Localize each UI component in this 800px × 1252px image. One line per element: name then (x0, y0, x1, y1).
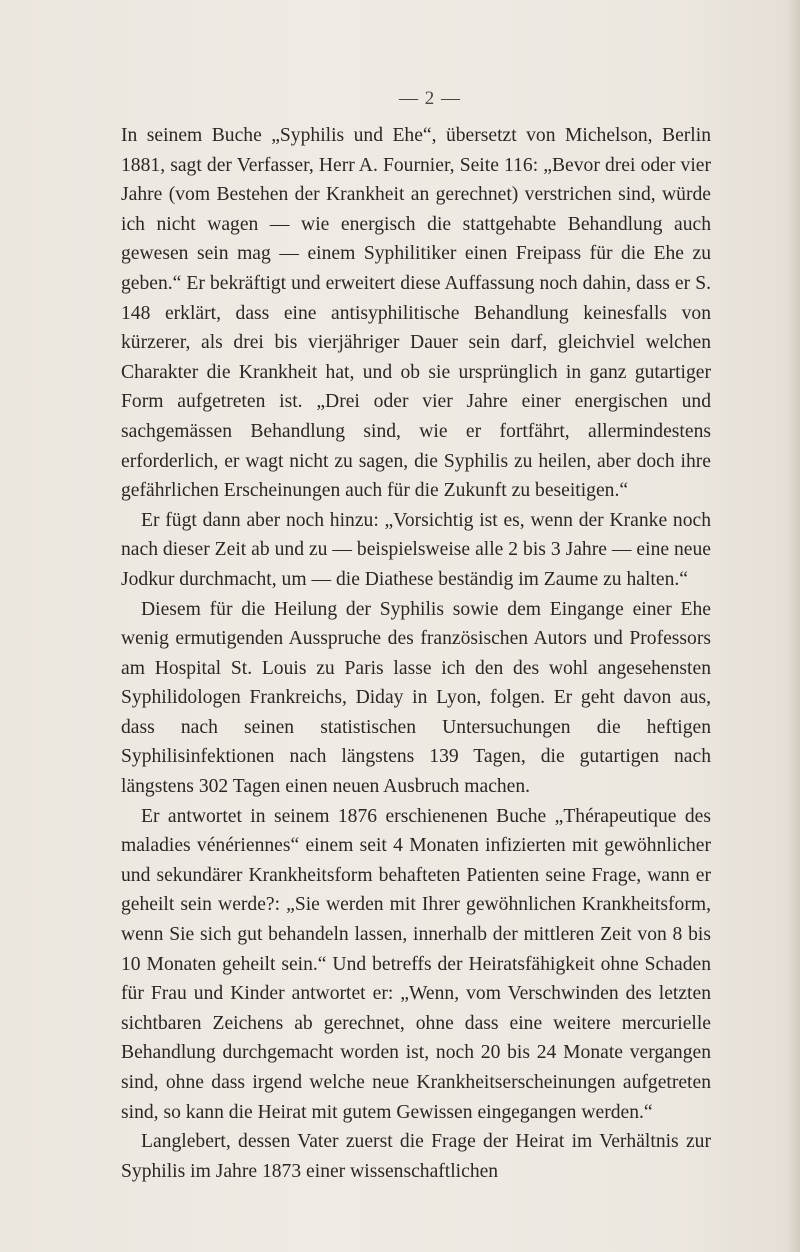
page-number: — 2 — (399, 88, 461, 109)
paragraph-therapeutique: Er antwortet in seinem 1876 erschienenen Buche „Thérapeutique des maladies vénériennes“ einem seit 4 Monaten infizierten mit gewöhnlicher und sekundärer Krankheitsform behafteten Patienten seine Frage, wann er geheilt sein werde?: „Sie werden mit Ihrer gewöhnlichen Krankheitsform, wenn Sie sich gut behandeln lassen, innerhalb der mittleren Zeit von 8 bis 10 Monaten geheilt sein.“ Und betreffs der Heiratsfähigkeit ohne Schaden für Frau und Kinder antwortet er: „Wenn, vom Verschwinden des letzten sichtbaren Zeichens ab gerechnet, ohne dass eine weitere mercurielle Behandlung durchgemacht worden ist, noch 20 bis 24 Monate vergangen sind, ohne dass irgend welche neue Krankheitserscheinungen aufgetreten sind, so kann die Heirat mit gutem Gewissen eingegangen werden.“ (121, 805, 711, 1123)
paragraph-diday: Diesem für die Heilung der Syphilis sowie dem Eingange einer Ehe wenig ermutigenden Ausspruche des französischen Autors und Professors am Hospital St. Louis zu Paris lasse ich den des wohl angesehensten Syphilidologen Frankreichs, Diday in Lyon, folgen. Er geht davon aus, dass nach seinen statistischen Untersuchungen die heftigen Syphilisinfektionen nach längstens 139 Tagen, die gutartigen nach längstens 302 Tagen einen neuen Ausbruch machen. (121, 598, 711, 798)
paragraph-langlebert: Langlebert, dessen Vater zuerst die Frage der Heirat im Verhältnis zur Syphilis im Jahre 1873 einer wissenschaftlichen (121, 1131, 711, 1182)
paragraph-fournier: In seinem Buche „Syphilis und Ehe“, übersetzt von Michelson, Berlin 1881, sagt der Verfasser, Herr A. Fournier, Seite 116: „Bevor drei oder vier Jahre (vom Bestehen der Krankheit an gerechnet) verstrichen sind, würde ich nicht wagen — wie energisch die stattgehabte Behandlung auch gewesen sein mag — einem Syphilitiker einen Freipass für die Ehe zu geben.“ Er bekräftigt und erweitert diese Auffassung noch dahin, dass er S. 148 erklärt, dass eine antisyphilitische Behandlung keinesfalls von kürzerer, als drei bis vierjähriger Dauer sein darf, gleichviel welchen Charakter die Krankheit hat, und ob sie ursprünglich in ganz gutartiger Form aufgetreten ist. „Drei oder vier Jahre einer energischen und sachgemässen Behandlung sind, wie er fortfährt, allermindestens erforderlich, er wagt nicht zu sagen, die Syphilis zu heilen, aber doch ihre gefährlichen Erscheinungen auch für die Zukunft zu beseitigen.“ (121, 125, 711, 502)
page-text-body (121, 121, 711, 1186)
paragraph-jodkur: Er fügt dann aber noch hinzu: „Vorsichtig ist es, wenn der Kranke noch nach dieser Zeit ab und zu — beispielsweise alle 2 bis 3 Jahre — eine neue Jodkur durchmacht, um — die Diathese beständig im Zaume zu halten.“ (121, 509, 711, 590)
page-edge-shadow (786, 0, 800, 1252)
